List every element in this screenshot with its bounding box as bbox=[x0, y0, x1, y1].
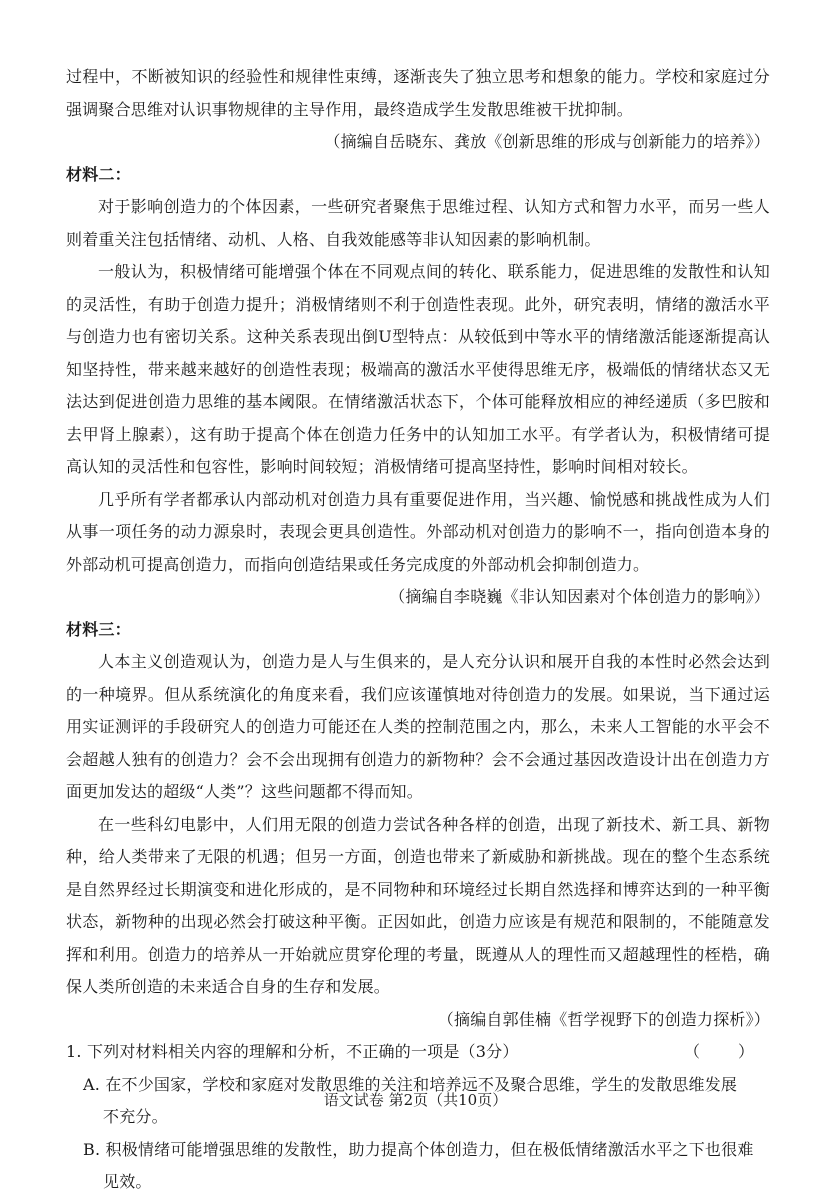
material2-paragraph: 一般认为，积极情绪可能增强个体在不同观点间的转化、联系能力，促进思维的发散性和认知的灵活性，有助于创造力提升；消极情绪则不利于创造性表现。此外，研究表明，情绪的激活水平与创造力也有密切关系。这种关系表现出倒U型特点：从较低到中等水平的情绪激活能逐渐提高认知坚持性，带来越来越好的创造性表现；极端高的激活水平使得思维无序，极端低的情绪状态又无法达到促进创造力思维的基本阈限。在情绪激活状态下，个体可能释放相应的神经递质（多巴胺和去甲肾上腺素），这有助于提高个体在创造力任务中的认知加工水平。有学者认为，积极情绪可提高认知的灵活性和包容性，影响时间较短；消极情绪可提高坚持性，影响时间相对较长。 bbox=[66, 262, 770, 476]
option-b-continued: 见效。 bbox=[103, 1172, 152, 1191]
material3-source: （摘编自郭佳楠《哲学视野下的创造力探析》） bbox=[437, 1009, 770, 1029]
material3-heading: 材料三： bbox=[66, 619, 131, 639]
option-a: A. 在不少国家，学校和家庭对发散思维的关注和培养远不及聚合思维，学生的发散思维发展 bbox=[83, 1074, 738, 1094]
option-b: B. 积极情绪可能增强思维的发散性，助力提高个体创造力，但在极低情绪激活水平之下也很难 bbox=[83, 1139, 754, 1159]
question-1-stem-row bbox=[66, 1036, 770, 1069]
material1-tail-paragraph: 过程中，不断被知识的经验性和规律性束缚，逐渐丧失了独立思考和想象的能力。学校和家庭过分强调聚合思维对认识事物规律的主导作用，最终造成学生发散思维被干扰抑制。 bbox=[66, 67, 770, 119]
answer-blank[interactable]: （ ） bbox=[683, 1042, 756, 1061]
material3-paragraph: 在一些科幻电影中，人们用无限的创造力尝试各种各样的创造，出现了新技术、新工具、新物种，给人类带来了无限的机遇；但另一方面，创造也带来了新威胁和新挑战。现在的整个生态系统是自然界经过长期演变和进化形成的，是不同物种和环境经过长期自然选择和博弈达到的一种平衡状态，新物种的出现必然会打破这种平衡。正因如此，创造力应该是有规范和限制的，不能随意发挥和利用。创造力的培养从一开始就应贯穿伦理的考量，既遵从人的理性而又超越理性的桎梏，确保人类所创造的未来适合自身的生存和发展。 bbox=[66, 814, 770, 996]
material2-paragraph: 几乎所有学者都承认内部动机对创造力具有重要促进作用，当兴趣、愉悦感和挑战性成为人们从事一项任务的动力源泉时，表现会更具创造性。外部动机对创造力的影响不一，指向创造本身的外部动机可提高创造力，而指向创造结果或任务完成度的外部动机会抑制创造力。 bbox=[66, 489, 770, 574]
question-1-stem: 1. 下列对材料相关内容的理解和分析，不正确的一项是（3分） bbox=[66, 1042, 519, 1061]
material2-paragraph: 对于影响创造力的个体因素，一些研究者聚焦于思维过程、认知方式和智力水平，而另一些人则着重关注包括情绪、动机、人格、自我效能感等非认知因素的影响机制。 bbox=[66, 197, 770, 249]
material3-paragraph: 人本主义创造观认为，创造力是人与生俱来的，是人充分认识和展开自我的本性时必然会达到的一种境界。但从系统演化的角度来看，我们应该谨慎地对待创造力的发展。如果说，当下通过运用实证测评的手段研究人的创造力可能还在人类的控制范围之内，那么，未来人工智能的水平会不会超越人独有的创造力？会不会出现拥有创造力的新物种？会不会通过基因改造设计出在创造力方面更加发达的超级“人类”？这些问题都不得而知。 bbox=[66, 652, 770, 801]
page-footer: 语文试卷 第2页（共10页） bbox=[323, 1091, 508, 1109]
material2-heading: 材料二： bbox=[66, 164, 131, 184]
option-a-continued: 不充分。 bbox=[103, 1107, 168, 1126]
material2-source: （摘编自李晓巍《非认知因素对个体创造力的影响》） bbox=[389, 587, 770, 606]
material1-source: （摘编自岳晓东、龚放《创新思维的形成与创新能力的培养》） bbox=[324, 132, 770, 151]
page-content bbox=[66, 61, 770, 1199]
